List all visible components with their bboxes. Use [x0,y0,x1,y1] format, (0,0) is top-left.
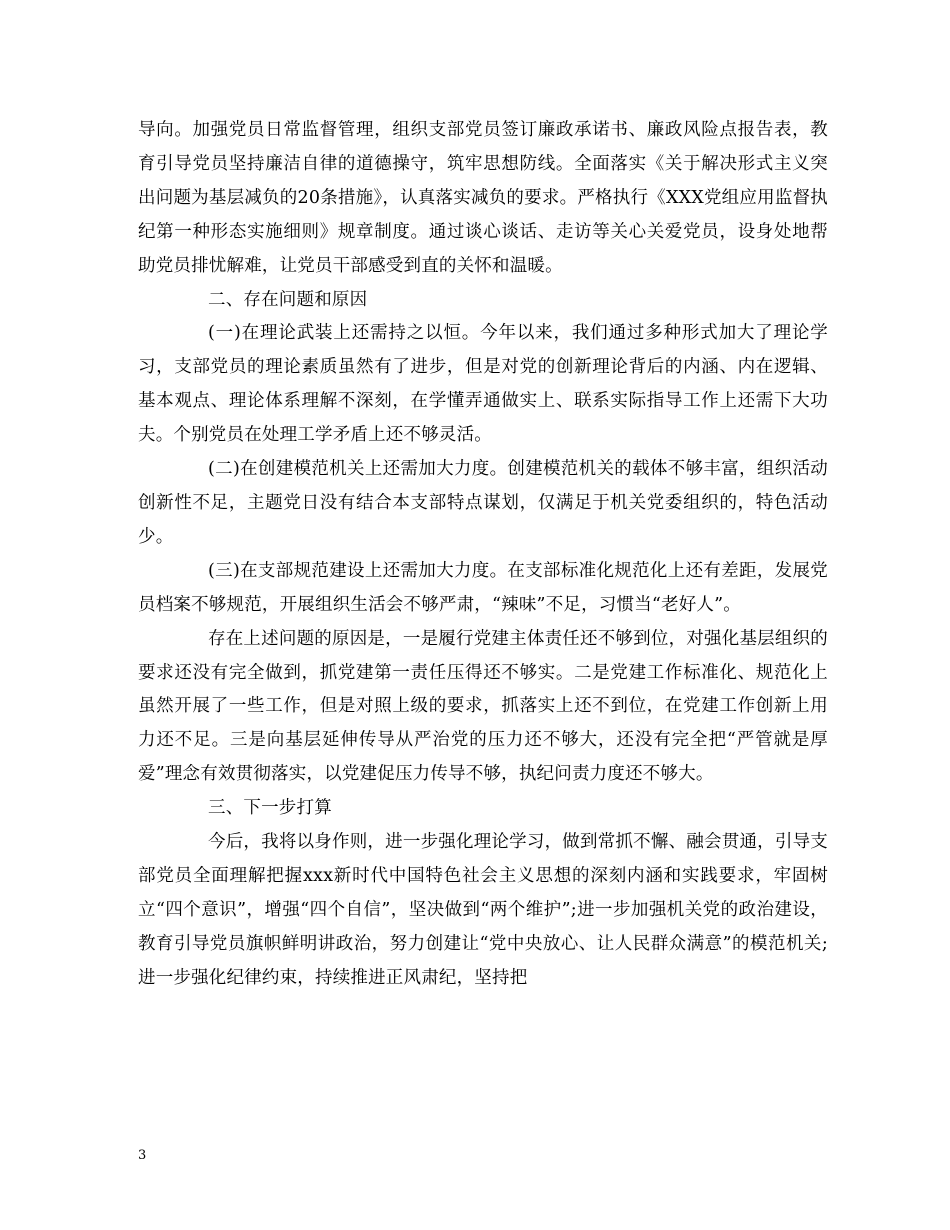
paragraph-theory: (一)在理论武装上还需持之以恒。今年以来，我们通过多种形式加大了理论学习，支部党员的理论素质虽然有了进步，但是对党的创新理论背后的内涵、内在逻辑、基本观点、理论体系理解不深刻，在学懂弄通做实上、联系实际指导工作上还需下大功夫。个别党员在处理工学矛盾上还不够灵活。 [138,323,828,446]
paragraph-branch-standard: (三)在支部规范建设上还需加大力度。在支部标准化规范化上还有差距，发展党员档案不够规范，开展组织生活会不够严肃，“辣味”不足，习惯当“老好人”。 [138,560,828,615]
paragraph-plan: 今后，我将以身作则，进一步强化理论学习，做到常抓不懈、融会贯通，引导支部党员全面理解把握xxx新时代中国特色社会主义思想的深刻内涵和实践要求，牢固树立“四个意识”，增强“四个自信”，坚决做到“两个维护”;进一步加强机关党的政治建设，教育引导党员旗帜鲜明讲政治，努力创建让“党中央放心、让人民群众满意”的模范机关;进一步强化纪律约束，持续推进正风肃纪，坚持把 [138,832,828,988]
paragraph-model-organ: (二)在创建模范机关上还需加大力度。创建模范机关的载体不够丰富，组织活动创新性不足，主题党日没有结合本支部特点谋划，仅满足于机关党委组织的，特色活动少。 [138,459,828,547]
paragraph-reasons: 存在上述问题的原因是，一是履行党建主体责任还不够到位，对强化基层组织的要求还没有完全做到，抓党建第一责任压得还不够实。二是党建工作标准化、规范化上虽然开展了一些工作，但是对照上级的要求，抓落实上还不到位，在党建工作创新上用力还不足。三是向基层延伸传导从严治党的压力还不够大，还没有完全把“严管就是厚爱”理念有效贯彻落实，以党建促压力传导不够，执纪问责力度还不够大。 [138,628,828,785]
page-number: 3 [138,1148,147,1163]
section-heading-problems: 二、存在问题和原因 [208,289,368,310]
paragraph-continuation: 导向。加强党员日常监督管理，组织支部党员签订廉政承诺书、廉政风险点报告表，教育引导党员坚持廉洁自律的道德操守，筑牢思想防线。全面落实《关于解决形式主义突出问题为基层减负的20条措施》，认真落实减负的要求。严格执行《XXX党组应用监督执纪第一种形态实施细则》规章制度。通过谈心谈话、走访等关心关爱党员，设身处地帮助党员排忧解难，让党员干部感受到直的关怀和温暖。 [138,120,828,276]
section-heading-next-steps: 三、下一步打算 [208,798,332,819]
document-body [138,114,828,996]
